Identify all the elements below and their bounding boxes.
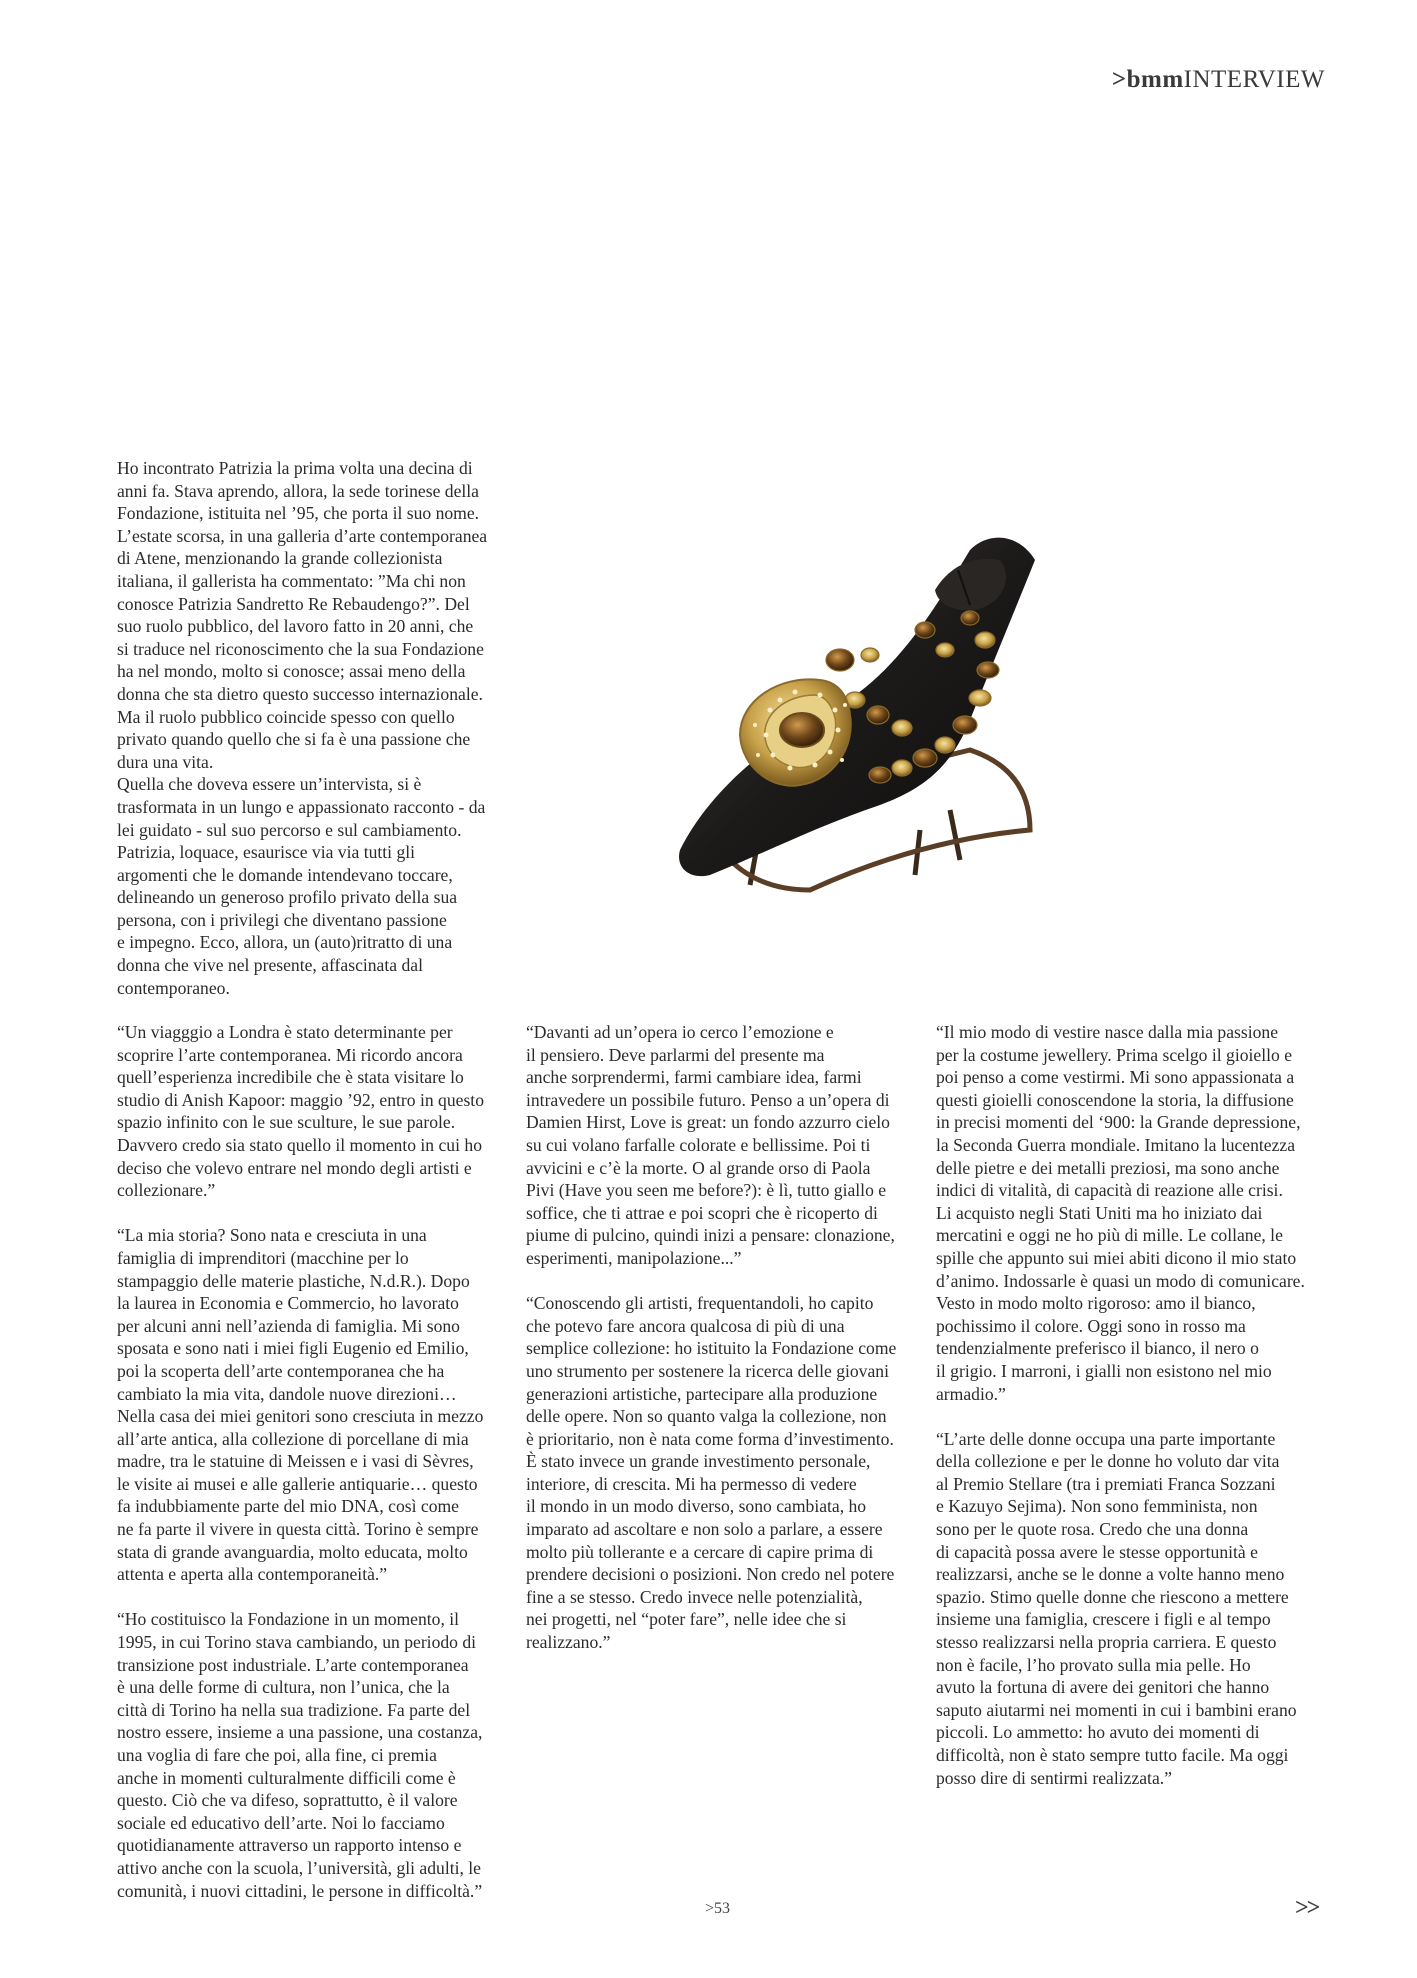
text-line: la Seconda Guerra mondiale. Imitano la lucentezza xyxy=(936,1134,1296,1155)
text-line: per alcuni anni nell’azienda di famiglia. Mi sono xyxy=(117,1315,460,1336)
text-line: sono per le quote rosa. Credo che una donna xyxy=(936,1519,1249,1540)
text-line: collezionare.” xyxy=(117,1180,216,1201)
text-line: armadio.” xyxy=(936,1383,1006,1404)
text-line: questi gioielli conoscendone la storia, la diffusione xyxy=(936,1089,1294,1110)
section-header xyxy=(1112,66,1325,94)
text-line: comunità, i nuovi cittadini, le persone in difficoltà.” xyxy=(117,1880,483,1901)
text-line: il mondo in un modo diverso, sono cambiata, ho xyxy=(526,1496,867,1517)
text-line: quotidianamente attraverso un rapporto intenso e xyxy=(117,1835,462,1856)
paragraph xyxy=(117,457,517,999)
text-line: privato quando quello che si fa è una passione che xyxy=(117,729,471,750)
text-line: studio di Anish Kapoor: maggio ’92, entro in questo xyxy=(117,1089,484,1110)
text-column-3 xyxy=(936,1021,1336,1789)
text-line: attenta e aperta alla contemporaneità.” xyxy=(117,1564,388,1585)
text-line: al Premio Stellare (tra i premiati Franca Sozzani xyxy=(936,1473,1276,1494)
text-line: della collezione e per le donne ho voluto dar vita xyxy=(936,1451,1280,1472)
text-line: fine a se stesso. Credo invece nelle potenzialità, xyxy=(526,1586,863,1607)
text-line: 1995, in cui Torino stava cambiando, un periodo di xyxy=(117,1632,477,1653)
text-line: realizzano.” xyxy=(526,1632,611,1653)
text-line: non è facile, l’ho provato sulla mia pelle. Ho xyxy=(936,1654,1251,1675)
text-line: questo. Ciò che va difeso, soprattutto, è il valore xyxy=(117,1790,458,1811)
text-line: difficoltà, non è stato sempre tutto facile. Ma oggi xyxy=(936,1745,1289,1765)
text-line: deciso che volevo entrare nel mondo degli artisti e xyxy=(117,1157,472,1178)
text-line: Li acquisto negli Stati Uniti ma ho iniziato dai xyxy=(936,1202,1263,1223)
text-line: le visite ai musei e alle gallerie antiquarie… questo xyxy=(117,1473,478,1494)
text-line: spille che appunto sui miei abiti dicono il mio stato xyxy=(936,1247,1297,1268)
text-line: anche in momenti culturalmente difficili come è xyxy=(117,1767,456,1788)
text-line: “L’arte delle donne occupa una parte importante xyxy=(936,1428,1276,1449)
text-line: persona, con i privilegi che diventano passione xyxy=(117,909,447,930)
text-line: uno strumento per sostenere la ricerca delle giovani xyxy=(526,1360,889,1381)
text-column-2 xyxy=(526,1021,926,1654)
next-page-arrow[interactable]: >> xyxy=(1295,1895,1319,1921)
text-line: spazio infinito con le sue sculture, le sue parole. xyxy=(117,1112,456,1133)
text-line: stesso realizzarsi nella propria carriera. E questo xyxy=(936,1632,1277,1653)
text-line: italiana, il gallerista ha commentato: ”Ma chi non xyxy=(117,570,466,591)
text-line: nei progetti, nel “poter fare”, nelle idee che si xyxy=(526,1609,847,1630)
text-line: insieme una famiglia, crescere i figli e al tempo xyxy=(936,1609,1271,1630)
text-line: “Davanti ad un’opera io cerco l’emozione e xyxy=(526,1022,834,1042)
paragraph xyxy=(526,1021,926,1270)
text-line: in precisi momenti del ‘900: la Grande depressione, xyxy=(936,1112,1301,1133)
text-line: interiore, di crescita. Mi ha permesso di vedere xyxy=(526,1473,857,1494)
paragraph xyxy=(936,1021,1336,1405)
text-line: molto più tollerante e a cercare di capire prima di xyxy=(526,1541,874,1562)
text-line: attivo anche con la scuola, l’università, gli adulti, le xyxy=(117,1857,481,1878)
text-line: “Un viagggio a Londra è stato determinante per xyxy=(117,1022,453,1042)
page-number: >53 xyxy=(705,1900,731,1917)
text-line: dura una vita. xyxy=(117,751,214,772)
text-line: pochissimo il colore. Oggi sono in rosso ma xyxy=(936,1315,1246,1336)
text-line: intravedere un possibile futuro. Penso a un’opera di xyxy=(526,1089,890,1110)
text-line: Quella che doveva essere un’intervista, si è xyxy=(117,774,422,795)
text-line: cambiato la mia vita, dandole nuove direzioni… xyxy=(117,1383,457,1404)
text-line: poi penso a come vestirmi. Mi sono appassionata a xyxy=(936,1067,1295,1088)
text-line: spazio. Stimo quelle donne che riescono a mettere xyxy=(936,1586,1289,1607)
text-line: saputo aiutarmi nei momenti in cui i bambini erano xyxy=(936,1699,1297,1720)
text-line: realizzarsi, anche se le donne a volte hanno meno xyxy=(936,1564,1285,1585)
text-line: famiglia di imprenditori (macchine per lo xyxy=(117,1247,409,1268)
text-line: città di Torino ha nella sua tradizione. Fa parte del xyxy=(117,1699,471,1720)
chaise-longue-with-jewellery-icon xyxy=(670,530,1050,900)
paragraph xyxy=(936,1428,1336,1790)
text-line: Vesto in modo molto rigoroso: amo il bianco, xyxy=(936,1293,1256,1314)
paragraph xyxy=(526,1292,926,1654)
text-line: soffice, che ti attrae e poi scopri che è ricoperto di xyxy=(526,1202,878,1223)
text-line: conosce Patrizia Sandretto Re Rebaudengo?”. Del xyxy=(117,593,470,614)
text-line: nostro essere, insieme a una passione, una costanza, xyxy=(117,1722,483,1743)
text-line: mercatini e oggi ne ho più di mille. Le collane, le xyxy=(936,1225,1283,1246)
text-line: piccoli. Lo ammetto: ho avuto dei momenti di xyxy=(936,1722,1260,1743)
text-column-1 xyxy=(117,1021,517,1902)
text-line: “Conoscendo gli artisti, frequentandoli, ho capito xyxy=(526,1293,874,1314)
text-line: per la costume jewellery. Prima scelgo il gioiello e xyxy=(936,1044,1292,1065)
text-line: Damien Hirst, Love is great: un fondo azzurro cielo xyxy=(526,1112,890,1133)
text-line: avuto la fortuna di avere dei genitori che hanno xyxy=(936,1677,1270,1698)
text-line: anche sorprendermi, farmi cambiare idea, farmi xyxy=(526,1067,862,1088)
text-line: L’estate scorsa, in una galleria d’arte contemporanea xyxy=(117,525,488,546)
intro-column xyxy=(117,457,517,999)
text-line: trasformata in un lungo e appassionato racconto - da xyxy=(117,796,486,817)
text-line: è una delle forme di cultura, non l’unica, che la xyxy=(117,1677,450,1698)
text-line: di capacità possa avere le stesse opportunità e xyxy=(936,1541,1258,1562)
text-line: che potevo fare ancora qualcosa di più di una xyxy=(526,1315,845,1336)
text-line: si traduce nel riconoscimento che la sua Fondazione xyxy=(117,638,484,659)
text-line: lei guidato - sul suo percorso e sul cambiamento. xyxy=(117,819,462,840)
text-line: sposata e sono nati i miei figli Eugenio ed Emilio, xyxy=(117,1338,469,1359)
text-line: esperimenti, manipolazione...” xyxy=(526,1247,742,1268)
text-line: È stato invece un grande investimento personale, xyxy=(526,1451,871,1472)
text-line: una voglia di fare che poi, alla fine, ci premia xyxy=(117,1745,437,1765)
paragraph xyxy=(117,1608,517,1902)
text-line: delineando un generoso profilo privato della sua xyxy=(117,887,458,908)
text-line: transizione post industriale. L’arte contemporanea xyxy=(117,1654,469,1675)
text-line: suo ruolo pubblico, del lavoro fatto in 20 anni, che xyxy=(117,616,474,637)
text-line: “Ho costituisco la Fondazione in un momento, il xyxy=(117,1609,460,1630)
text-line: il pensiero. Deve parlarmi del presente ma xyxy=(526,1044,825,1065)
text-line: il grigio. I marroni, i gialli non esistono nel mio xyxy=(936,1360,1272,1381)
text-line: donna che sta dietro questo successo internazionale. xyxy=(117,683,483,704)
text-line: delle opere. Non so quanto valga la collezione, non xyxy=(526,1406,887,1427)
text-line: Ho incontrato Patrizia la prima volta una decina di xyxy=(117,458,473,478)
text-line: piume di pulcino, quindi inizi a pensare: clonazione, xyxy=(526,1225,895,1246)
text-line: Nella casa dei miei genitori sono cresciuta in mezzo xyxy=(117,1406,484,1427)
paragraph xyxy=(117,1021,517,1202)
text-line: anni fa. Stava aprendo, allora, la sede torinese della xyxy=(117,480,479,501)
text-line: prendere decisioni o posizioni. Non credo nel potere xyxy=(526,1564,895,1585)
text-line: generazioni artistiche, partecipare alla produzione xyxy=(526,1383,878,1404)
paragraph xyxy=(117,1224,517,1586)
text-line: all’arte antica, alla collezione di porcellane di mia xyxy=(117,1428,469,1449)
text-line: quell’esperienza incredibile che è stata visitare lo xyxy=(117,1067,464,1088)
text-line: Pivi (Have you seen me before?): è lì, tutto giallo e xyxy=(526,1180,887,1201)
text-line: sociale ed educativo dell’arte. Noi lo facciamo xyxy=(117,1812,445,1833)
brand-label: >bmm xyxy=(1111,66,1184,93)
text-line: posso dire di sentirmi realizzata.” xyxy=(936,1767,1172,1788)
text-line: stata di grande avanguardia, molto educata, molto xyxy=(117,1541,468,1562)
text-line: stampaggio delle materie plastiche, N.d.R.). Dopo xyxy=(117,1270,470,1291)
text-line: indici di vitalità, di capacità di reazione alle crisi. xyxy=(936,1180,1283,1201)
text-line: semplice collezione: ho istituito la Fondazione come xyxy=(526,1338,897,1359)
text-line: la laurea in Economia e Commercio, ho lavorato xyxy=(117,1293,459,1314)
text-line: poi la scoperta dell’arte contemporanea che ha xyxy=(117,1360,445,1381)
text-line: e Kazuyo Sejima). Non sono femminista, non xyxy=(936,1496,1258,1517)
text-line: è prioritario, non è nata come forma d’investimento. xyxy=(526,1428,894,1449)
text-line: “La mia storia? Sono nata e cresciuta in una xyxy=(117,1225,427,1246)
text-line: d’animo. Indossarle è quasi un modo di comunicare. xyxy=(936,1270,1305,1291)
text-line: madre, tra le statuine di Meissen e i vasi di Sèvres, xyxy=(117,1451,474,1472)
text-line: donna che vive nel presente, affascinata dal xyxy=(117,955,423,976)
text-line: e impegno. Ecco, allora, un (auto)ritratto di una xyxy=(117,932,453,953)
text-line: Davvero credo sia stato quello il momento in cui ho xyxy=(117,1134,482,1155)
text-line: “Il mio modo di vestire nasce dalla mia passione xyxy=(936,1022,1279,1042)
text-line: ha nel mondo, molto si conosce; assai meno della xyxy=(117,661,466,682)
text-line: tendenzialmente preferisco il bianco, il nero o xyxy=(936,1338,1259,1359)
text-line: su cui volano farfalle colorate e bellissime. Poi ti xyxy=(526,1134,871,1155)
text-line: delle pietre e dei metalli preziosi, ma sono anche xyxy=(936,1157,1280,1178)
text-line: di Atene, menzionando la grande collezionista xyxy=(117,548,443,569)
text-line: Ma il ruolo pubblico coincide spesso con quello xyxy=(117,706,455,727)
text-line: argomenti che le domande intendevano toccare, xyxy=(117,864,453,885)
text-line: Patrizia, loquace, esaurisce via via tutti gli xyxy=(117,842,416,863)
text-line: fa indubbiamente parte del mio DNA, così come xyxy=(117,1496,459,1517)
text-line: scoprire l’arte contemporanea. Mi ricordo ancora xyxy=(117,1044,463,1065)
text-line: contemporaneo. xyxy=(117,977,230,998)
section-label: INTERVIEW xyxy=(1183,66,1325,93)
text-line: avvicini e c’è la morte. O al grande orso di Paola xyxy=(526,1157,871,1178)
text-line: ne fa parte il vivere in questa città. Torino è sempre xyxy=(117,1519,479,1540)
text-line: imparato ad ascoltare e non solo a parlare, a essere xyxy=(526,1519,883,1540)
text-line: Fondazione, istituita nel ’95, che porta il suo nome. xyxy=(117,503,480,524)
